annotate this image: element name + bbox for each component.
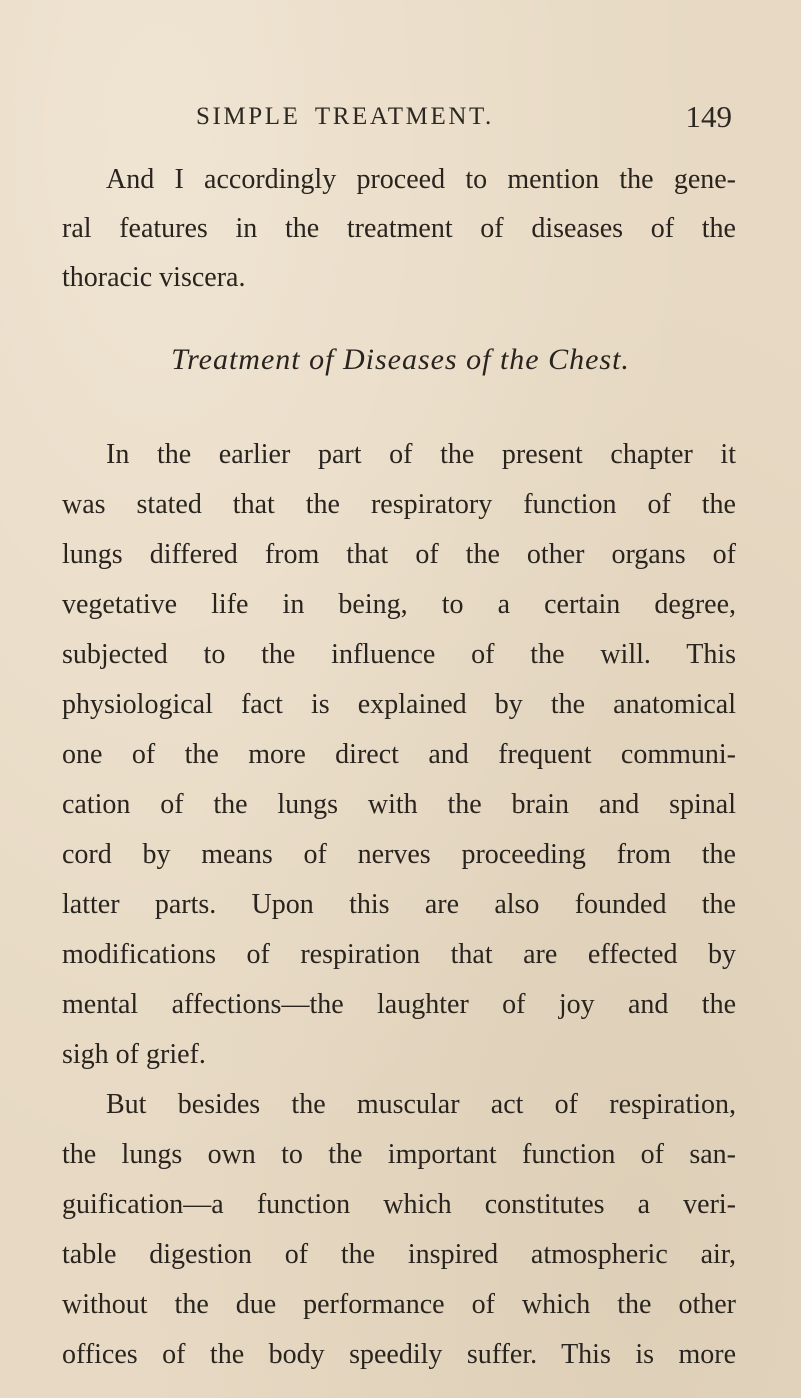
paragraph1-line-7: one of the more direct and frequent communi-	[62, 739, 736, 770]
paragraph2-line-2: the lungs own to the important function of san-	[62, 1139, 736, 1170]
paragraph1-line-5: subjected to the influence of the will. This	[62, 639, 736, 670]
paragraph2-line-6: offices of the body speedily suffer. This is more	[62, 1339, 736, 1370]
paragraph1-line-1: In the earlier part of the present chapter it	[106, 439, 736, 470]
section-heading: Treatment of Diseases of the Chest.	[171, 343, 630, 376]
paragraph1-line-9: cord by means of nerves proceeding from the	[62, 839, 736, 870]
paragraph1-line-13: sigh of grief.	[62, 1039, 206, 1070]
paragraph2-line-1: But besides the muscular act of respiration,	[106, 1089, 736, 1120]
intro-line-1: And I accordingly proceed to mention the gene-	[106, 164, 736, 195]
paragraph2-line-3: guification—a function which constitutes a veri-	[62, 1189, 736, 1220]
paragraph2-line-4: table digestion of the inspired atmospheric air,	[62, 1239, 736, 1270]
paragraph1-line-3: lungs differed from that of the other organs of	[62, 539, 736, 570]
paragraph1-line-2: was stated that the respiratory function of the	[62, 489, 736, 520]
paragraph1-line-4: vegetative life in being, to a certain degree,	[62, 589, 736, 620]
running-title: SIMPLE TREATMENT.	[196, 103, 494, 130]
intro-line-3: thoracic viscera.	[62, 262, 246, 293]
running-head	[196, 99, 746, 143]
page-number: 149	[685, 99, 732, 134]
paragraph1-line-6: physiological fact is explained by the anatomical	[62, 689, 736, 720]
paragraph1-line-12: mental affections—the laughter of joy and the	[62, 989, 736, 1020]
paragraph1-line-11: modifications of respiration that are effected by	[62, 939, 736, 970]
paragraph2-line-5: without the due performance of which the other	[62, 1289, 736, 1320]
paragraph1-line-8: cation of the lungs with the brain and spinal	[62, 789, 736, 820]
intro-line-2: ral features in the treatment of diseases of the	[62, 213, 736, 244]
paragraph1-line-10: latter parts. Upon this are also founded the	[62, 889, 736, 920]
